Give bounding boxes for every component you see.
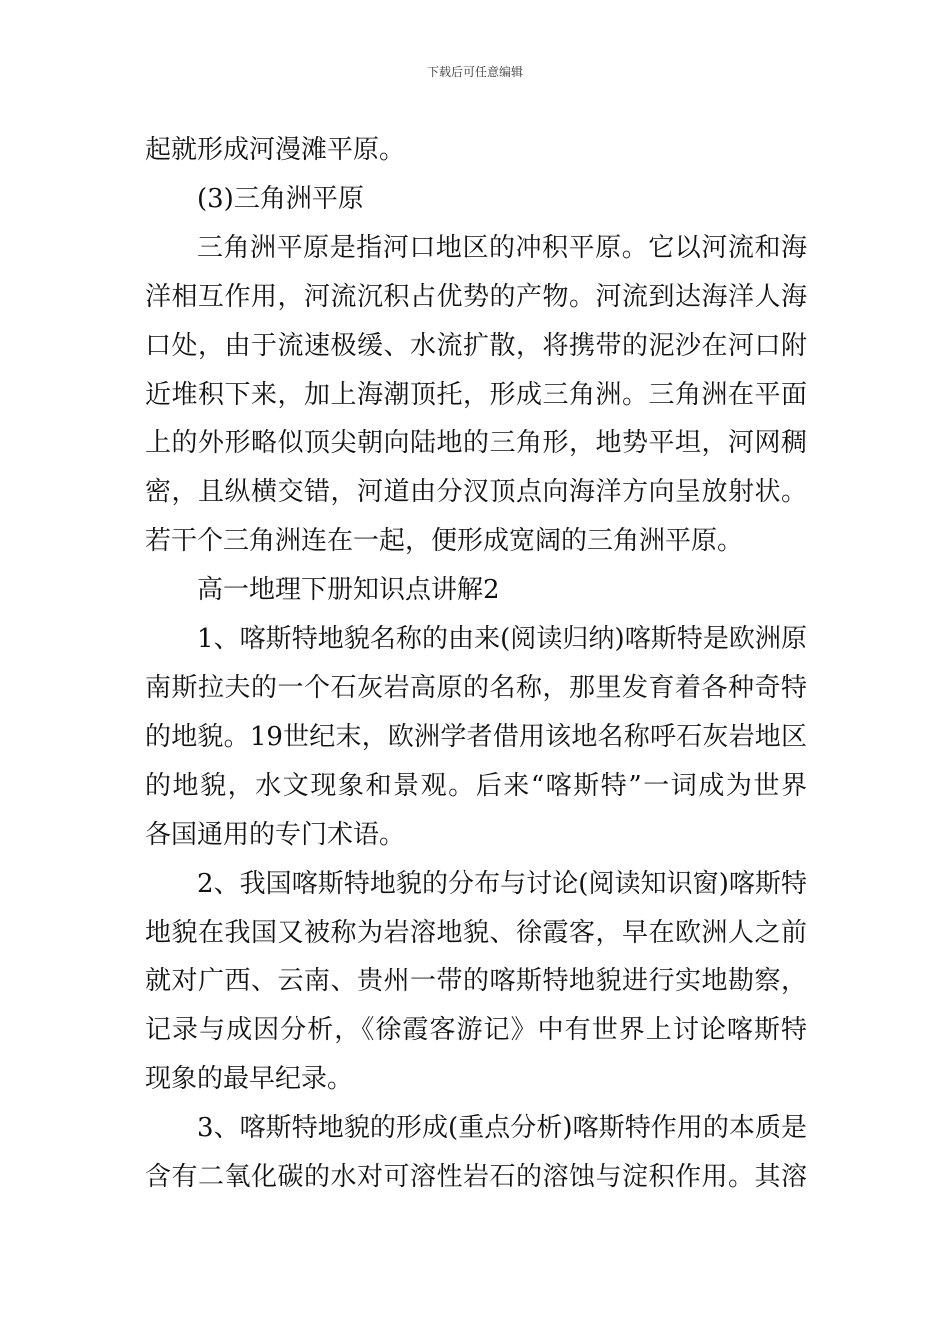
- text-line: 的地貌。19世纪末，欧洲学者借用该地名称呼石灰岩地区: [145, 721, 807, 752]
- text-line: 各国通用的专门术语。: [145, 819, 406, 850]
- text-line: 含有二氧化碳的水对可溶性岩石的溶蚀与淀积作用。其溶: [145, 1162, 807, 1193]
- text-line: 起就形成河漫滩平原。: [145, 135, 406, 165]
- text-line: 2、我国喀斯特地貌的分布与讨论(阅读知识窗)喀斯特: [197, 868, 807, 899]
- text-line: 南斯拉夫的一个石灰岩高原的名称，那里发育着各种奇特: [145, 672, 807, 703]
- page-header: 下载后可任意编辑: [426, 65, 523, 79]
- text-line: 三角洲平原是指河口地区的冲积平原。它以河流和海: [197, 232, 807, 263]
- text-line: 1、喀斯特地貌名称的由来(阅读归纳)喀斯特是欧洲原: [197, 624, 807, 655]
- text-line: 上的外形略似顶尖朝向陆地的三角形，地势平坦，河网稠: [145, 428, 807, 459]
- text-line: 高一地理下册知识点讲解2: [197, 575, 500, 606]
- text-line: 口处，由于流速极缓、水流扩散，将携带的泥沙在河口附: [145, 330, 807, 361]
- text-line: (3)三角洲平原: [197, 183, 364, 214]
- text-line: 近堆积下来，加上海潮顶托，形成三角洲。三角洲在平面: [145, 379, 807, 410]
- text-line: 记录与成因分析，《徐霞客游记》中有世界上讨论喀斯特: [145, 1015, 807, 1046]
- text-line: 就对广西、云南、贵州一带的喀斯特地貌进行实地勘察，: [145, 966, 807, 997]
- text-line: 密，且纵横交错，河道由分汊顶点向海洋方向呈放射状。: [145, 477, 807, 508]
- text-line: 3、喀斯特地貌的形成(重点分析)喀斯特作用的本质是: [197, 1113, 807, 1144]
- text-line: 地貌在我国又被称为岩溶地貌、徐霞客，早在欧洲人之前: [145, 917, 807, 948]
- text-line: 若干个三角洲连在一起，便形成宽阔的三角洲平原。: [145, 526, 744, 557]
- text-line: 现象的最早纪录。: [145, 1064, 354, 1095]
- document-body: [145, 126, 807, 1202]
- text-line: 洋相互作用，河流沉积占优势的产物。河流到达海洋人海: [145, 281, 807, 312]
- text-lines: [145, 126, 807, 1202]
- text-line: 的地貌，水文现象和景观。后来“喀斯特”一词成为世界: [145, 770, 807, 801]
